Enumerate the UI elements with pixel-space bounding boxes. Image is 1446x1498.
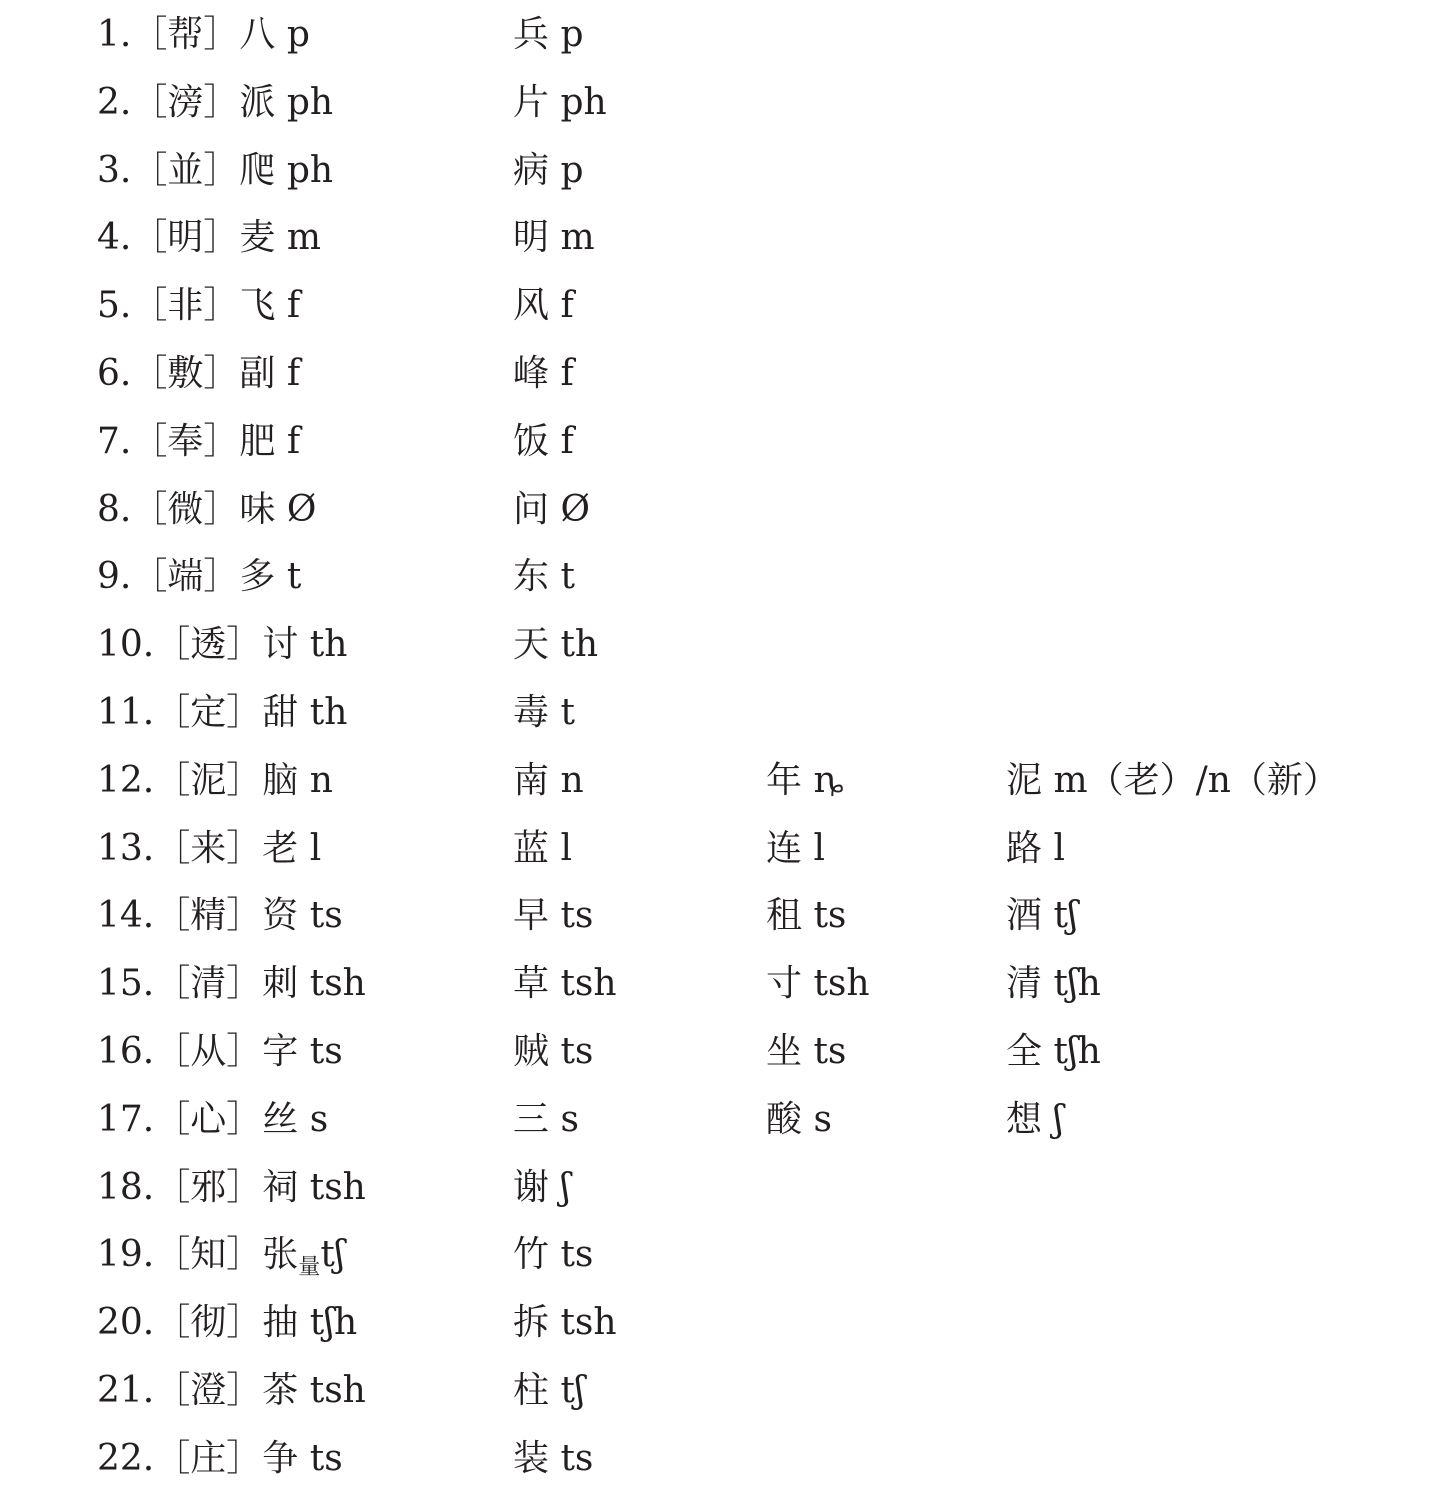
entry-number: 8. bbox=[97, 488, 132, 530]
entry-example: 老 l bbox=[262, 827, 322, 869]
entry-number: 4. bbox=[97, 217, 132, 259]
entry-main bbox=[97, 1357, 366, 1425]
example-c2: 拆 tsh bbox=[513, 1302, 617, 1344]
entry-number: 12. bbox=[97, 759, 155, 801]
initial-row bbox=[0, 272, 1446, 340]
entry-number: 19. bbox=[97, 1234, 155, 1276]
entry-main bbox=[97, 1154, 366, 1222]
entry-example: 爬 ph bbox=[239, 149, 334, 191]
entry-category: ［澄］ bbox=[154, 1370, 263, 1411]
example-c4: 清 tʃh bbox=[1006, 963, 1101, 1005]
initial-row bbox=[0, 137, 1446, 205]
example-c3: 坐 ts bbox=[766, 1031, 847, 1072]
entry-example: 麦 m bbox=[239, 217, 321, 259]
entry-number: 22. bbox=[97, 1437, 155, 1479]
initial-row bbox=[0, 69, 1446, 137]
entry-category: ［並］ bbox=[131, 149, 240, 191]
entry-category: ［泥］ bbox=[154, 759, 263, 801]
initial-row bbox=[0, 679, 1446, 747]
example-c3: 寸 tsh bbox=[766, 963, 870, 1005]
entry-category: ［精］ bbox=[154, 895, 263, 937]
initial-row bbox=[0, 1289, 1446, 1357]
entry-main bbox=[97, 69, 333, 137]
entry-category: ［庄］ bbox=[154, 1437, 263, 1479]
entry-example: 抽 tʃh bbox=[262, 1302, 358, 1344]
example-c2: 明 m bbox=[513, 217, 595, 259]
initial-row bbox=[0, 1425, 1446, 1493]
entry-main bbox=[97, 950, 366, 1018]
entry-category: ［敷］ bbox=[131, 353, 240, 394]
example-c2: 片 ph bbox=[513, 81, 607, 123]
entry-main bbox=[97, 1018, 343, 1086]
entry-subscript: 量 bbox=[298, 1255, 321, 1281]
entry-category: ［清］ bbox=[154, 963, 263, 1005]
entry-number: 20. bbox=[97, 1302, 155, 1344]
example-c2: 峰 f bbox=[513, 353, 574, 394]
example-c2: 贼 ts bbox=[513, 1031, 594, 1072]
entry-main bbox=[97, 272, 300, 340]
entry-main bbox=[97, 340, 300, 408]
entry-example: 张 bbox=[262, 1234, 299, 1276]
initial-row bbox=[0, 543, 1446, 611]
initial-row bbox=[0, 1018, 1446, 1086]
entry-number: 18. bbox=[97, 1166, 155, 1208]
example-c2: 蓝 l bbox=[513, 827, 572, 869]
entry-example: 资 ts bbox=[262, 895, 343, 937]
example-c2: 兵 p bbox=[513, 14, 584, 55]
entry-category: ［透］ bbox=[154, 624, 263, 666]
example-c3: 酸 s bbox=[766, 1098, 832, 1140]
entry-category: ［从］ bbox=[154, 1031, 263, 1072]
initial-row bbox=[0, 340, 1446, 408]
example-c2: 问 Ø bbox=[513, 488, 590, 530]
initial-row bbox=[0, 1086, 1446, 1154]
entry-example: 派 ph bbox=[239, 81, 334, 123]
entry-number: 1. bbox=[97, 14, 132, 55]
entry-number: 3. bbox=[97, 149, 132, 191]
example-c4: 想 ʃ bbox=[1006, 1098, 1064, 1140]
entry-category: ［微］ bbox=[131, 488, 240, 530]
entry-category: ［定］ bbox=[154, 692, 263, 733]
example-c4: 泥 m（老）/n（新） bbox=[1006, 759, 1339, 801]
entry-example: 祠 tsh bbox=[262, 1166, 366, 1208]
entry-category: ［知］ bbox=[154, 1234, 263, 1276]
entry-example: 八 p bbox=[239, 14, 310, 55]
initial-row bbox=[0, 882, 1446, 950]
entry-main bbox=[97, 815, 321, 883]
entry-category: ［奉］ bbox=[131, 420, 240, 462]
entry-example: 脑 n bbox=[262, 759, 333, 801]
entry-example: 味 Ø bbox=[239, 488, 317, 530]
entry-category: ［非］ bbox=[131, 285, 240, 327]
entry-number: 13. bbox=[97, 827, 155, 869]
entry-main bbox=[97, 137, 333, 205]
entry-example: 讨 th bbox=[262, 624, 348, 666]
entry-main bbox=[97, 1289, 357, 1357]
example-c3: 租 ts bbox=[766, 895, 847, 937]
example-c2: 三 s bbox=[513, 1098, 579, 1140]
entry-number: 5. bbox=[97, 285, 132, 327]
entry-main bbox=[97, 1086, 328, 1154]
example-c2: 谢 ʃ bbox=[513, 1166, 571, 1208]
example-c2: 竹 ts bbox=[513, 1234, 594, 1276]
entry-example: 丝 s bbox=[262, 1098, 329, 1140]
entry-category: ［邪］ bbox=[154, 1166, 263, 1208]
example-c3: 年 ȵ bbox=[766, 759, 844, 801]
entry-category: ［帮］ bbox=[131, 14, 240, 55]
entry-main bbox=[97, 611, 347, 679]
entry-tail: tʃ bbox=[320, 1234, 345, 1276]
example-c2: 毒 t bbox=[513, 692, 575, 733]
example-c2: 天 th bbox=[513, 624, 599, 666]
entry-example: 肥 f bbox=[239, 420, 301, 462]
entry-number: 7. bbox=[97, 420, 132, 462]
initial-row bbox=[0, 1, 1446, 69]
example-c2: 早 ts bbox=[513, 895, 594, 937]
example-c2: 柱 tʃ bbox=[513, 1370, 585, 1411]
entry-example: 争 ts bbox=[262, 1437, 343, 1479]
entry-example: 甜 th bbox=[262, 692, 348, 733]
entry-number: 14. bbox=[97, 895, 155, 937]
entry-number: 15. bbox=[97, 963, 155, 1005]
entry-category: ［端］ bbox=[131, 556, 240, 598]
example-c2: 装 ts bbox=[513, 1437, 594, 1479]
entry-main bbox=[97, 882, 343, 950]
example-c2: 东 t bbox=[513, 556, 575, 598]
example-c2: 病 p bbox=[513, 149, 584, 191]
entry-main bbox=[97, 1, 310, 69]
initial-row bbox=[0, 1357, 1446, 1425]
entry-number: 9. bbox=[97, 556, 132, 598]
entry-number: 2. bbox=[97, 81, 132, 123]
initial-row bbox=[0, 1221, 1446, 1289]
entry-main bbox=[97, 408, 300, 476]
entry-number: 6. bbox=[97, 353, 132, 394]
entry-number: 10. bbox=[97, 624, 155, 666]
initial-row bbox=[0, 747, 1446, 815]
entry-number: 21. bbox=[97, 1370, 155, 1411]
entry-number: 11. bbox=[97, 692, 155, 733]
example-c2: 风 f bbox=[513, 285, 574, 327]
entry-example: 茶 tsh bbox=[262, 1370, 366, 1411]
example-c4: 路 l bbox=[1006, 827, 1065, 869]
entry-main bbox=[97, 747, 333, 815]
entry-category: ［明］ bbox=[131, 217, 240, 259]
initial-row bbox=[0, 408, 1446, 476]
entry-category: ［心］ bbox=[154, 1098, 263, 1140]
example-c3: 连 l bbox=[766, 827, 825, 869]
initial-row bbox=[0, 204, 1446, 272]
entry-category: ［来］ bbox=[154, 827, 263, 869]
initial-row bbox=[0, 950, 1446, 1018]
entry-example: 副 f bbox=[239, 353, 301, 394]
initial-row bbox=[0, 815, 1446, 883]
entry-category: ［滂］ bbox=[131, 81, 240, 123]
entry-example: 刺 tsh bbox=[262, 963, 366, 1005]
entry-category: ［彻］ bbox=[154, 1302, 263, 1344]
example-c2: 饭 f bbox=[513, 420, 574, 462]
entry-number: 16. bbox=[97, 1031, 155, 1072]
entry-main bbox=[97, 679, 347, 747]
entry-example: 字 ts bbox=[262, 1031, 343, 1072]
entry-main bbox=[97, 204, 321, 272]
entry-main bbox=[97, 1221, 345, 1289]
entry-number: 17. bbox=[97, 1098, 155, 1140]
entry-main bbox=[97, 1425, 343, 1493]
example-c4: 全 tʃh bbox=[1006, 1031, 1101, 1072]
entry-main bbox=[97, 543, 301, 611]
initial-row bbox=[0, 1154, 1446, 1222]
example-c4: 酒 tʃ bbox=[1006, 895, 1078, 937]
entry-main bbox=[97, 476, 316, 544]
example-c2: 南 n bbox=[513, 759, 584, 801]
example-c2: 草 tsh bbox=[513, 963, 617, 1005]
entry-example: 多 t bbox=[239, 556, 302, 598]
initial-row bbox=[0, 611, 1446, 679]
initial-row bbox=[0, 476, 1446, 544]
entry-example: 飞 f bbox=[239, 285, 301, 327]
